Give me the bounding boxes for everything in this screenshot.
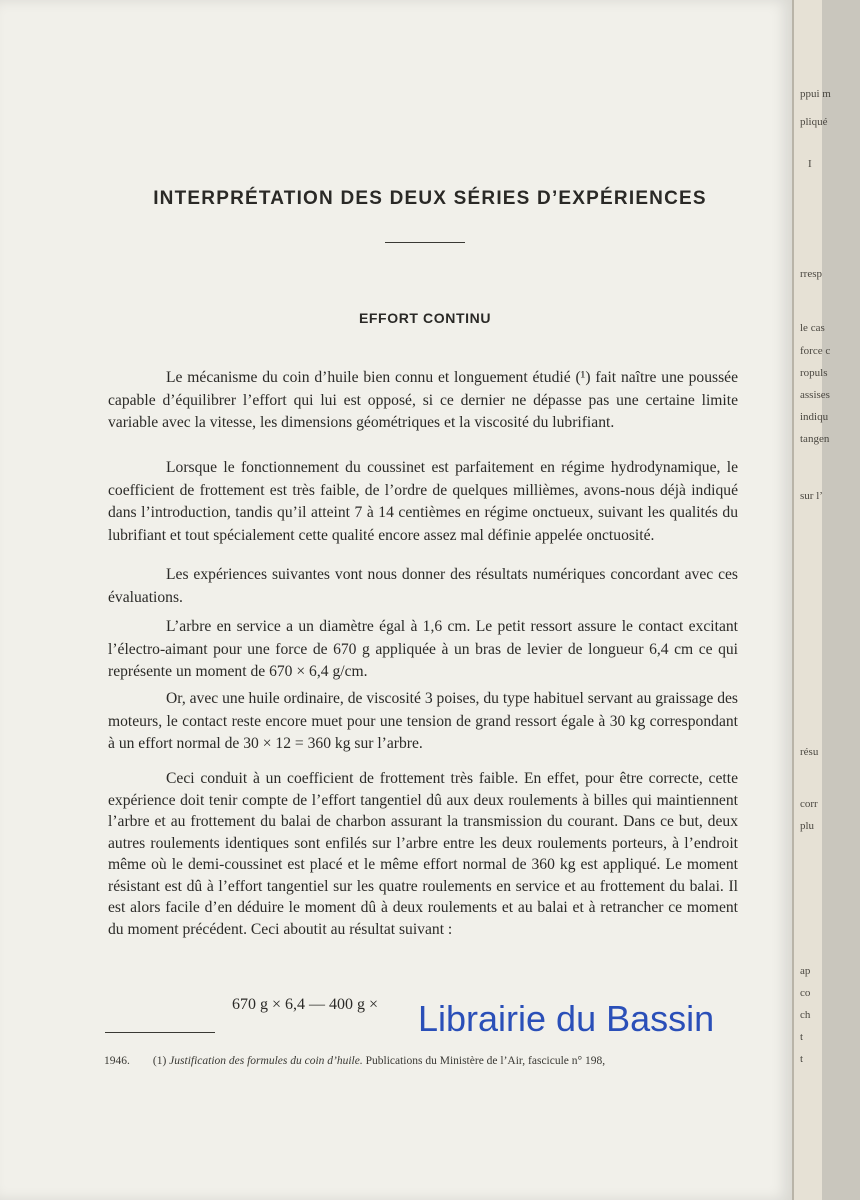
edge-fragment: corr — [800, 798, 818, 810]
paragraph-3: Les expériences suivantes vont nous donner des résultats numériques concordant avec ces évaluations. — [108, 566, 738, 606]
edge-fragment: t — [800, 1031, 804, 1043]
page-title: INTERPRÉTATION DES DEUX SÉRIES D’EXPÉRIENCES — [153, 188, 707, 209]
title-divider — [385, 242, 465, 243]
footnote-divider — [105, 1032, 215, 1033]
result-formula: 670 g × 6,4 — 400 g × — [232, 996, 379, 1013]
paragraph-6: Ceci conduit à un coefficient de frottement très faible. En effet, pour être correcte, cette expérience doit tenir compte de l’effort tangentiel dû aux deux roulements à billes qui maintiennent l’arbre et au frottement du balai de charbon assurant la transmission du courant. Dans ce but, deux autres roulements identiques sont enfilés sur l’arbre entre les deux roulements porteurs, à l’endroit même où le demi-coussinet est placé et le même effort normal de 360 kg est appliqué. Le moment résistant est dû à l’effort tangentiel sur les quatre roulements en service et au frottement du balai. Il est alors facile d’en déduire le moment dû à deux roulements et au balai et à retrancher ce moment du moment précédent. Ceci aboutit au résultat suivant : — [108, 770, 738, 938]
section-heading: EFFORT CONTINU — [358, 310, 492, 326]
edge-fragment: I — [808, 158, 812, 170]
footnote — [104, 1055, 744, 1067]
edge-fragment: tangen — [800, 433, 830, 445]
edge-fragment: indiqu — [800, 411, 829, 423]
footnote-year: 1946. — [104, 1055, 130, 1067]
edge-fragment: sur l’ — [800, 490, 823, 502]
edge-fragment: le cas — [800, 322, 825, 334]
edge-fragment: t — [800, 1053, 804, 1065]
edge-fragment: ap — [800, 965, 811, 977]
edge-fragment: résu — [800, 746, 819, 758]
footnote-text: Publications du Ministère de l’Air, fascicule n° 198, — [365, 1055, 606, 1067]
edge-fragment: ch — [800, 1009, 811, 1021]
edge-fragment: plu — [800, 820, 815, 832]
edge-fragment: co — [800, 987, 811, 999]
edge-fragment: pliqué — [800, 116, 828, 128]
paragraph-5: Or, avec une huile ordinaire, de viscosité 3 poises, du type habituel servant au graissage des moteurs, le contact reste encore muet pour une tension de grand ressort égale à 30 kg correspondant à un effort normal de 30 × 12 = 360 kg sur l’arbre. — [108, 690, 738, 752]
paragraph-1: Le mécanisme du coin d’huile bien connu et longuement étudié (¹) fait naître une poussée capable d’équilibrer l’effort qui lui est opposé, si ce dernier ne dépasse pas une certaine limite variable avec la vitesse, les dimensions géométriques et la viscosité du lubrifiant. — [108, 369, 738, 431]
edge-fragment: ppui m — [800, 88, 831, 100]
edge-fragment: assises — [800, 389, 830, 401]
paragraph-4: L’arbre en service a un diamètre égal à 1,6 cm. Le petit ressort assure le contact excitant l’électro-aimant pour une force de 670 g appliquée à un bras de levier de longueur 6,4 cm ce qui représente un moment de 670 × 6,4 g/cm. — [108, 618, 738, 680]
footnote-title: Justification des formules du coin d’huile. — [169, 1055, 363, 1067]
watermark-logo: Librairie du Bassin — [418, 998, 715, 1039]
edge-fragment: rresp — [800, 268, 822, 280]
edge-fragment: force c — [800, 345, 831, 357]
footnote-marker: (1) — [152, 1055, 167, 1067]
edge-fragment: ropuls — [800, 367, 828, 379]
paragraph-2: Lorsque le fonctionnement du coussinet est parfaitement en régime hydrodynamique, le coefficient de frottement est très faible, de l’ordre de quelques millièmes, avons-nous déjà indiqué dans l’introduction, tandis qu’il atteint 7 à 14 centièmes en régime onctueux, suivant les qualités du lubrifiant et tout spécialement cette qualité encore assez mal définie appelée onctuosité. — [108, 459, 738, 544]
adjacent-page-edge — [792, 0, 831, 1200]
